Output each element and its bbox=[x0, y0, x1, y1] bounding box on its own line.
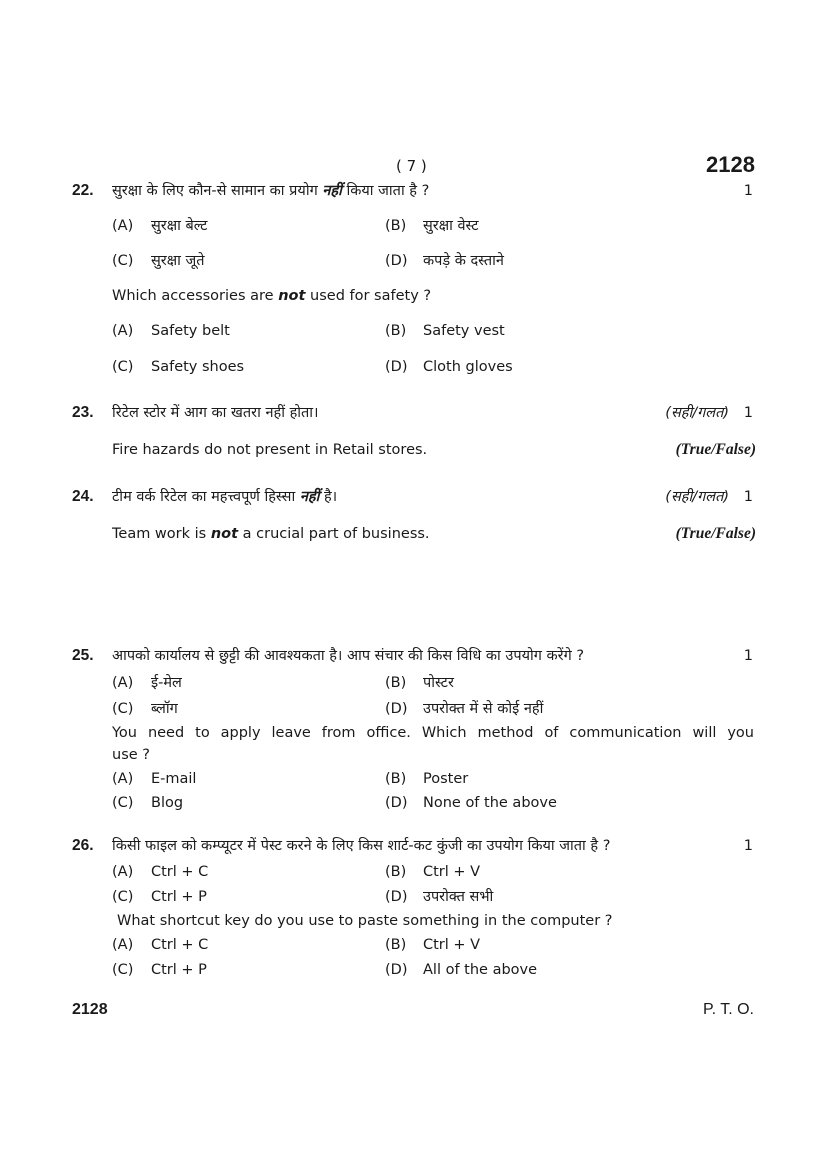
option-text: Cloth gloves bbox=[423, 359, 513, 375]
option-text: ब्लॉग bbox=[151, 701, 178, 717]
option-label: (A) bbox=[112, 937, 134, 953]
option-text: Ctrl + V bbox=[423, 937, 481, 953]
question-text-hindi: किसी फाइल को कम्प्यूटर में पेस्ट करने के लिए किस शार्ट-कट कुंजी का उपयोग किया जाता है ? bbox=[112, 838, 611, 854]
paper-code-header: 2128 bbox=[706, 152, 755, 177]
option-text: Safety shoes bbox=[151, 359, 245, 375]
option-label: (C) bbox=[112, 701, 134, 717]
question-number: 25. bbox=[72, 647, 94, 664]
q26-hindi-options-cd bbox=[0, 886, 826, 908]
question-text-english: Team work is not a crucial part of business. bbox=[112, 526, 430, 542]
question-number: 23. bbox=[72, 404, 94, 421]
option-label: (B) bbox=[385, 675, 407, 691]
option-label: (C) bbox=[112, 795, 134, 811]
option-label: (C) bbox=[112, 253, 134, 269]
q22-english-options-ab bbox=[0, 320, 826, 342]
option-text: Poster bbox=[423, 771, 469, 787]
question-text-hindi: आपको कार्यालय से छुट्टी की आवश्यकता है। आप संचार की किस विधि का उपयोग करेंगे ? bbox=[112, 648, 585, 664]
option-text: पोस्टर bbox=[423, 675, 454, 691]
pto-label: P. T. O. bbox=[703, 1001, 754, 1018]
option-text: Blog bbox=[151, 795, 184, 811]
q22-hindi-row bbox=[0, 180, 826, 202]
q22-hindi-options-ab bbox=[0, 215, 826, 237]
option-text: उपरोक्त सभी bbox=[423, 889, 494, 905]
q26-english-options-cd bbox=[0, 959, 826, 981]
q25-english-options-cd bbox=[0, 792, 826, 814]
option-label: (C) bbox=[112, 962, 134, 978]
question-text-english: Which accessories are not used for safety ? bbox=[112, 288, 432, 304]
page-number: ( 7 ) bbox=[396, 157, 427, 175]
option-label: (B) bbox=[385, 323, 407, 339]
question-number: 22. bbox=[72, 182, 94, 199]
q25-english-row bbox=[0, 722, 826, 744]
marks: 1 bbox=[743, 648, 753, 664]
option-text: All of the above bbox=[423, 962, 538, 978]
option-label: (D) bbox=[385, 701, 408, 717]
q22-english-row bbox=[0, 285, 826, 307]
q26-hindi-row bbox=[0, 835, 826, 857]
option-text: ई-मेल bbox=[151, 675, 182, 691]
option-label: (D) bbox=[385, 889, 408, 905]
q26-hindi-options-ab bbox=[0, 861, 826, 883]
question-number: 26. bbox=[72, 837, 94, 854]
q25-hindi-options-ab bbox=[0, 672, 826, 694]
option-label: (C) bbox=[112, 889, 134, 905]
question-text-hindi: टीम वर्क रिटेल का महत्त्वपूर्ण हिस्सा नहीं है। bbox=[112, 489, 338, 505]
option-text: उपरोक्त में से कोई नहीं bbox=[423, 701, 544, 717]
option-label: (B) bbox=[385, 218, 407, 234]
option-label: (D) bbox=[385, 253, 408, 269]
option-text: Ctrl + C bbox=[151, 937, 209, 953]
question-number: 24. bbox=[72, 488, 94, 505]
option-label: (D) bbox=[385, 962, 408, 978]
question-text-english: Fire hazards do not present in Retail stores. bbox=[112, 442, 428, 458]
option-label: (B) bbox=[385, 864, 407, 880]
true-false-hindi: (सही/गलत) bbox=[665, 489, 729, 505]
option-label: (B) bbox=[385, 771, 407, 787]
question-text-hindi: रिटेल स्टोर में आग का खतरा नहीं होता। bbox=[112, 405, 319, 421]
option-label: (D) bbox=[385, 359, 408, 375]
option-text: सुरक्षा बेल्ट bbox=[151, 218, 208, 234]
marks: 1 bbox=[743, 489, 753, 505]
q22-english-options-cd bbox=[0, 356, 826, 378]
q23-hindi-row bbox=[0, 402, 826, 424]
option-label: (A) bbox=[112, 771, 134, 787]
option-label: (A) bbox=[112, 864, 134, 880]
q22-hindi-options-cd bbox=[0, 250, 826, 272]
option-text: Ctrl + P bbox=[151, 962, 207, 978]
marks: 1 bbox=[743, 838, 753, 854]
q25-hindi-row bbox=[0, 645, 826, 667]
marks: 1 bbox=[743, 405, 753, 421]
option-text: E-mail bbox=[151, 771, 197, 787]
option-text: Safety vest bbox=[423, 323, 505, 339]
option-text: कपड़े के दस्ताने bbox=[423, 253, 504, 269]
q24-english-row bbox=[0, 523, 826, 545]
option-label: (D) bbox=[385, 795, 408, 811]
question-text-english: What shortcut key do you use to paste something in the computer ? bbox=[117, 913, 613, 929]
q25-english-options-ab bbox=[0, 768, 826, 790]
q25-hindi-options-cd bbox=[0, 698, 826, 720]
option-label: (A) bbox=[112, 323, 134, 339]
option-label: (A) bbox=[112, 218, 134, 234]
true-false-english: (True/False) bbox=[675, 525, 756, 542]
question-text-english-continued: use ? bbox=[112, 747, 150, 763]
q23-english-row bbox=[0, 439, 826, 461]
option-text: सुरक्षा जूते bbox=[151, 253, 205, 269]
option-text: सुरक्षा वेस्ट bbox=[423, 218, 479, 234]
marks: 1 bbox=[743, 183, 753, 199]
true-false-english: (True/False) bbox=[675, 441, 756, 458]
option-text: Ctrl + V bbox=[423, 864, 481, 880]
option-label: (C) bbox=[112, 359, 134, 375]
q24-hindi-row bbox=[0, 486, 826, 508]
option-text: Ctrl + P bbox=[151, 889, 207, 905]
q25-english-row-2 bbox=[0, 744, 826, 766]
option-label: (A) bbox=[112, 675, 134, 691]
option-text: Safety belt bbox=[151, 323, 230, 339]
q26-english-options-ab bbox=[0, 934, 826, 956]
question-text-english: You need to apply leave from office. Which method of communication will you bbox=[112, 725, 754, 741]
option-label: (B) bbox=[385, 937, 407, 953]
option-text: None of the above bbox=[423, 795, 557, 811]
option-text: Ctrl + C bbox=[151, 864, 209, 880]
paper-code-footer: 2128 bbox=[72, 1001, 108, 1018]
true-false-hindi: (सही/गलत) bbox=[665, 405, 729, 421]
question-text-hindi: सुरक्षा के लिए कौन-से सामान का प्रयोग नहीं किया जाता है ? bbox=[112, 183, 430, 199]
q26-english-row bbox=[0, 910, 826, 932]
